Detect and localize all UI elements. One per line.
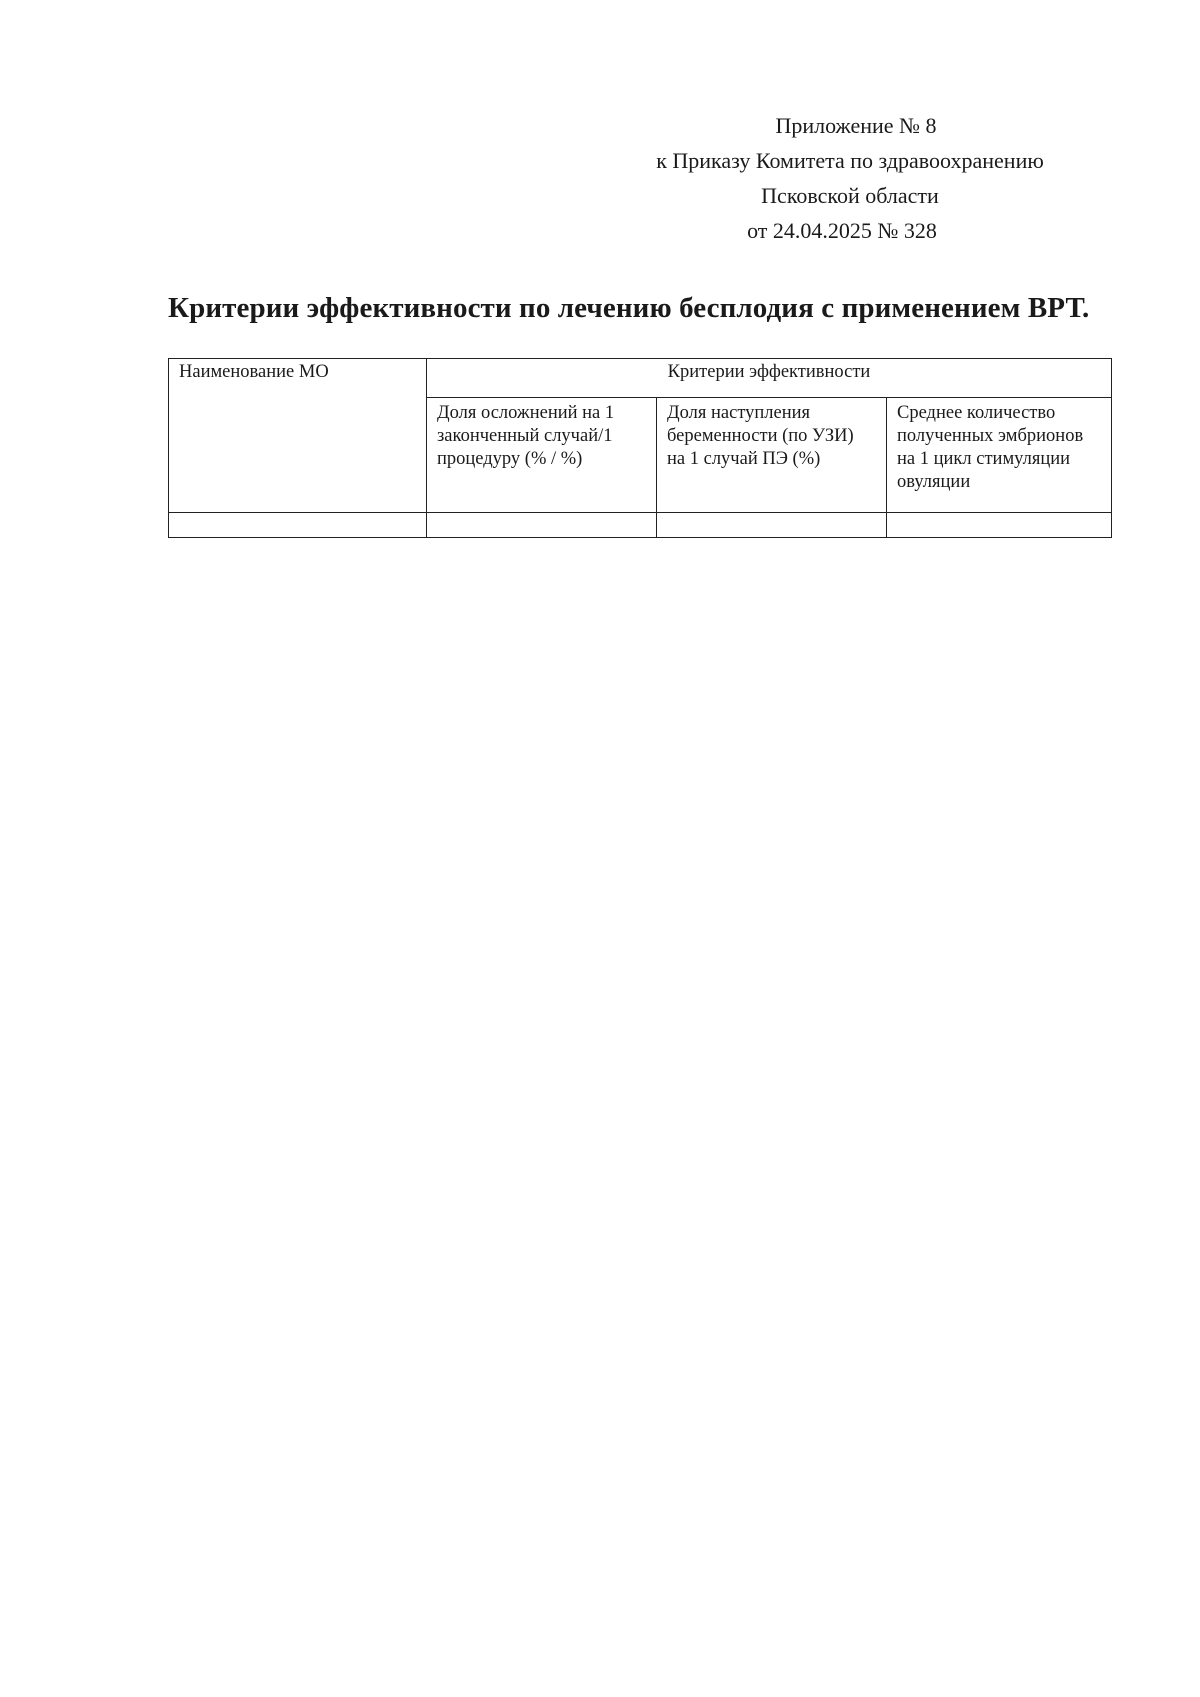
header-pregnancy-share: Доля наступления беременности (по УЗИ) на 1 случай ПЭ (%) — [657, 398, 887, 513]
header-embryos-average: Среднее количество полученных эмбрионов на 1 цикл стимуляции овуляции — [887, 398, 1112, 513]
header-criteria-group: Критерии эффективности — [427, 359, 1112, 398]
appendix-number: Приложение № 8 — [775, 113, 937, 138]
cell-embryos-average — [887, 513, 1112, 538]
cell-complications-share — [427, 513, 657, 538]
appendix-date-number: от 24.04.2025 № 328 — [747, 218, 937, 243]
appendix-order-ref: к Приказу Комитета по здравоохранению — [656, 148, 1044, 173]
appendix-header — [600, 108, 1100, 248]
header-complications-share: Доля осложнений на 1 законченный случай/1 процедуру (% / %) — [427, 398, 657, 513]
document-title: Критерии эффективности по лечению бесплодия с применением ВРТ. — [168, 292, 1090, 324]
cell-pregnancy-share — [657, 513, 887, 538]
table-row — [169, 513, 1112, 538]
table-header-row — [169, 359, 1112, 398]
cell-mo-name — [169, 513, 427, 538]
header-mo-name: Наименование МО — [169, 359, 427, 513]
appendix-region: Псковской области — [761, 183, 939, 208]
criteria-table — [168, 358, 1112, 538]
